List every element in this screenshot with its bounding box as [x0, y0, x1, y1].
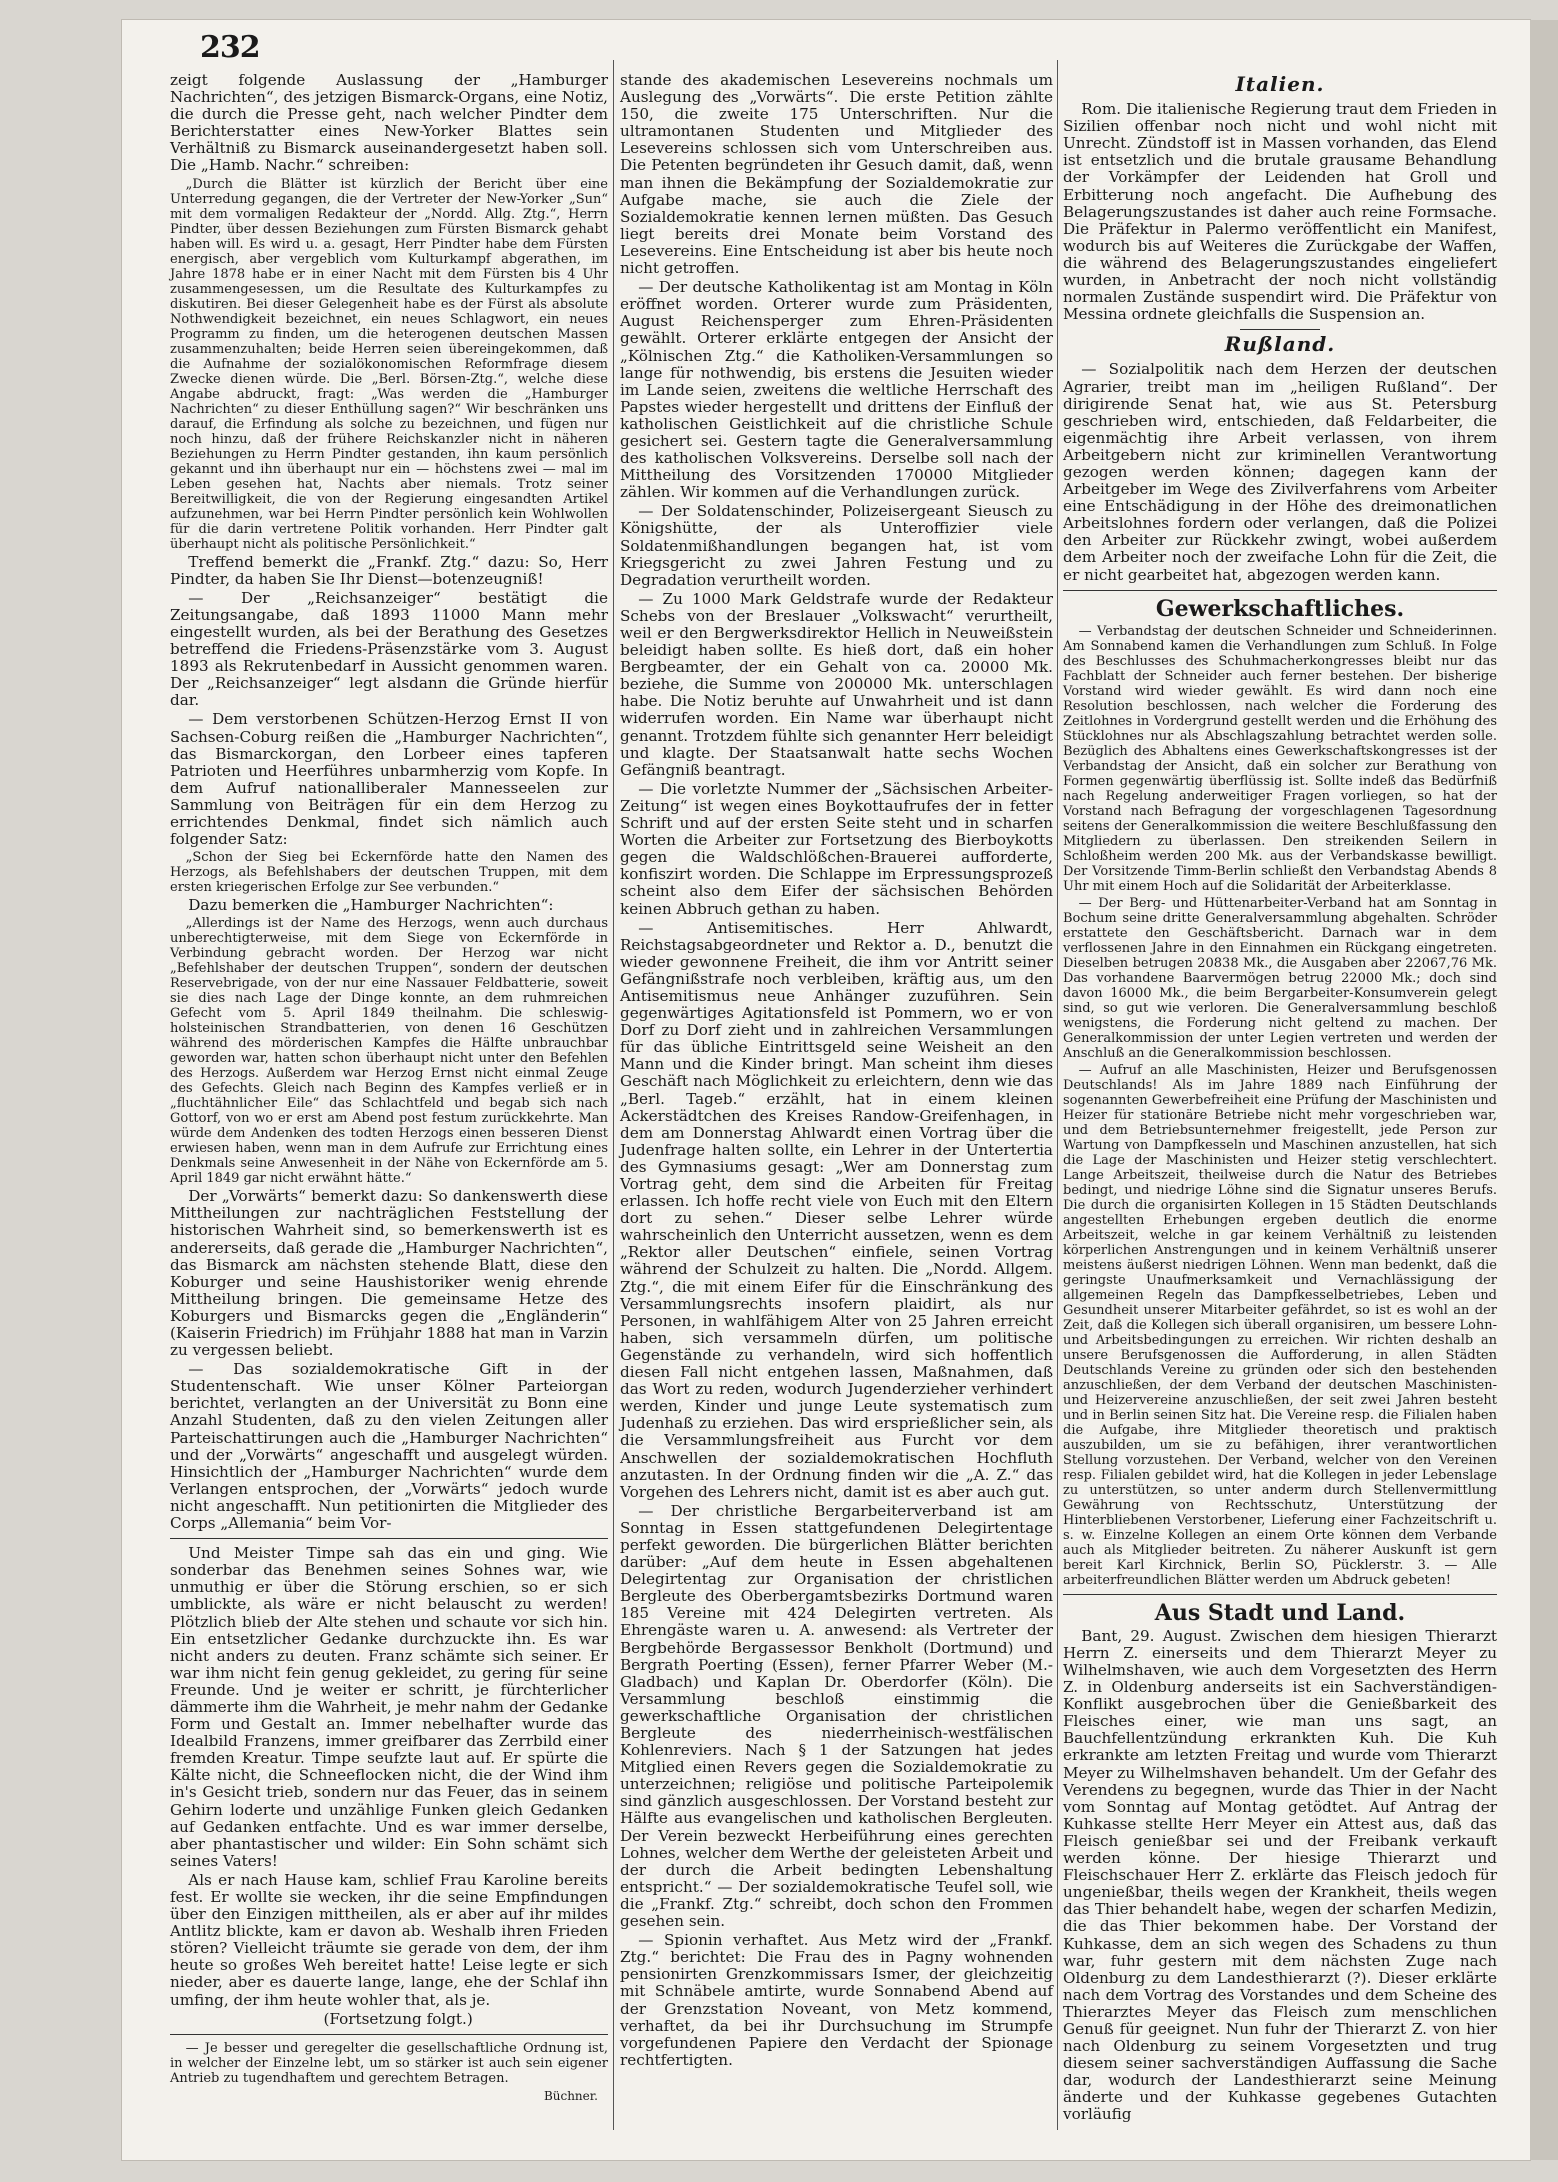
paragraph: — Antisemitisches. Herr Ahlwardt, Reichstagsabgeordneter und Rektor a. D., benutzt die wieder gewonnene Freiheit, die ihm vor Antritt seiner Gefängnißstrafe noch verbleiben, kräftig aus, um den Antisemitismus neue Anhänger zuzuführen. Sein gegenwärtiges Agitationsfeld ist Pommern, wo er von Dorf zu Dorf zieht und in zahlreichen Versammlungen für das übliche Eintrittsgeld seine Weisheit an den Mann und die Kinder bringt. Man scheint ihm dieses Geschäft nach Möglichkeit zu erleichtern, denn wie das „Berl. Tageb.“ erzählt, hat in einem kleinen Ackerstädtchen des Kreises Randow-Greifenhagen, in dem am Donnerstag Ahlwardt einen Vortrag über die Judenfrage halten sollte, ein Lehrer in der Untertertia des Gymnasiums gesagt: „Wer am Donnerstag zum Vortrag geht, dem sind die Arbeiten für Freitag erlassen. Ich hoffe recht viele von Euch mit den Eltern dort zu sehen.“ Dieser selbe Lehrer würde wahrscheinlich den Unterricht aussetzen, wenn es dem „Rektor aller Deutschen“ einfiele, seinen Vortrag während der Schulzeit zu halten. Die „Nordd. Allgem. Ztg.“, die mit einem Eifer für die Einschränkung des Versammlungsrechts insofern plaidirt, als nur Personen, in wahlfähigem Alter von 25 Jahren erreicht haben, sich versammeln dürfen, um politische Gegenstände zu verhandeln, wird sich hoffentlich diesen Fall nicht entgehen lassen, Maßnahmen, daß das Wort zu reden, wodurch Jugenderzieher verhindert werden, Kinder und junge Leute systematisch zum Judenhaß zu erziehen. Das wird ersprießlicher sein, als die Versammlungsfreiheit aus Furcht vor dem Anschwellen der sozialdemokratischen Hochfluth anzutasten. In der Ordnung finden wir die „A. Z.“ das Vorgehen des Lehrers nicht, damit ist es aber auch gut.: [620, 918, 1053, 1501]
section-heading-gewerkschaftliches: Gewerkschaftliches.: [1155, 595, 1405, 622]
section-divider: [170, 1538, 608, 1539]
paragraph: — Spionin verhaftet. Aus Metz wird der „Frankf. Ztg.“ berichtet: Die Frau des in Pagny wohnenden pensionirten Grenzkommissars Ismer, der gleichzeitig mit Schnäbele amtirte, wurde Sonnabend Abend auf der Grenzstation Noveant, von Metz kommend, verhaftet, da bei ihr Durchsuchung im Strumpfe vorgefundenen Papiere den Verdacht der Spionage rechtfertigten.: [620, 1931, 1053, 2069]
column-3: [1063, 72, 1497, 2124]
quoted-paragraph: „Allerdings ist der Name des Herzogs, wenn auch durchaus unberechtigterweise, mit dem Siege von Eckernförde in Verbindung gebracht worden. Der Herzog war nicht „Befehlshaber der deutschen Truppen“, sondern der deutschen Reservebrigade, von der nur eine Nassauer Feldbatterie, soweit sie dies nach Lage der Dinge konnte, an dem ruhmreichen Gefecht vom 5. April 1849 theilnahm. Die schleswig-holsteinischen Strandbatterien, von denen 16 Geschützen während des mörderischen Kampfes die Hälfte unbrauchbar geworden war, hatten schon überhaupt nicht unter den Befehlen des Herzogs. Außerdem war Herzog Ernst nicht einmal Zeuge des Gefechts. Gleich nach Beginn des Kampfes verließ er in „fluchtähnlicher Eile“ das Schlachtfeld und begab sich nach Gottorf, von wo er erst am Abend post festum zurückkehrte. Man würde dem Andenken des todten Herzogs einen besseren Dienst erwiesen haben, wenn man in dem Aufrufe zur Errichtung eines Denkmals seine Anwesenheit in der Nähe von Eckernförde am 5. April 1849 gar nicht erwähnt hätte.“: [170, 916, 608, 1187]
paragraph: — Dem verstorbenen Schützen-Herzog Ernst II von Sachsen-Coburg reißen die „Hamburger Nachrichten“, das Bismarckorgan, den Lorbeer eines tapferen Patrioten und Heerführes unbarmherzig vom Kopfe. In dem Aufruf nationalliberaler Mannesseelen zur Sammlung von Beiträgen für ein dem Herzog zu errichtendes Denkmal, findet sich nämlich auch folgender Satz:: [170, 710, 608, 849]
paragraph: — Der Berg- und Hüttenarbeiter-Verband hat am Sonntag in Bochum seine dritte Generalversammlung abgehalten. Schröder erstattete den Geschäftsbericht. Darnach war in dem verflossenen Jahre in den Einnahmen ein Rückgang eingetreten. Dieselben betrugen 20838 Mk., die Ausgaben aber 22067,76 Mk. Das vorhandene Baarvermögen betrug 22000 Mk.; doch sind davon 16000 Mk., die beim Bergarbeiter-Konsumverein gelegt sind, so gut wie verloren. Die Generalversammlung beschloß wenigstens, die Forderung nicht geltend zu machen. Der Generalkommission der unter Legien vertreten und werden der Anschluß an die Generalkommission beschlossen.: [1063, 895, 1497, 1061]
short-divider: [1240, 329, 1320, 330]
story-paragraph: Als er nach Hause kam, schlief Frau Karoline bereits fest. Er wollte sie wecken, ihr die seine Empfindungen über den Einzigen mittheilen, als er aber auf ihr mildes Antlitz blickte, kam er davon ab. Weshalb ihren Frieden stören? Vielleicht träumte sie gerade von dem, der ihm heute so großes Weh bereitet hatte! Leise legte er sich nieder, aber es dauerte lange, lange, ehe der Schlaf ihn umfing, der ihm heute wohler that, als je.: [170, 1870, 608, 2009]
paragraph: — Das sozialdemokratische Gift in der Studentenschaft. Wie unser Kölner Parteiorgan berichtet, verlangten an der Universität zu Bonn eine Anzahl Studenten, daß zu den vielen Zeitungen aller Parteischattirungen auch die „Hamburger Nachrichten“ und der „Vorwärts“ angeschafft und ausgelegt würden. Hinsichtlich der „Hamburger Nachrichten“ wurde dem Verlangen entsprochen, der „Vorwärts“ jedoch wurde nicht angeschafft. Nun petitionirten die Mitglieder des Corps „Allemania“ beim Vor-: [170, 1360, 608, 1533]
scan-edge-band: [1530, 20, 1558, 2160]
section-divider: [1063, 590, 1497, 591]
paragraph: Bant, 29. August. Zwischen dem hiesigen Thierarzt Herrn Z. einerseits und dem Thierarzt Meyer zu Wilhelmshaven, wie auch dem Vorgesetzten des Herrn Z. in Oldenburg anderseits ist ein Sachverständigen-Konflikt ausgebrochen über die Genießbarkeit des Fleisches einer, wie man uns sagt, an Bauchfellentzündung erkrankten Kuh. Die Kuh erkrankte am letzten Freitag und wurde vom Thierarzt Meyer zu Wilhelmshaven behandelt. Um der Gefahr des Verendens zu begegnen, wurde das Thier in der Nacht vom Sonntag auf Montag getödtet. Auf Antrag der Kuhkasse stellte Herr Meyer ein Attest aus, daß das Fleisch genießbar sei und der Freibank verkauft werden könne. Der hiesige Thierarzt und Fleischschauer Herr Z. erklärte das Fleisch jedoch für ungenießbar, theils wegen der Krankheit, theils wegen das Thier behandelt habe, wegen der scharfen Medizin, die das Thier bekommen habe. Der Vorstand der Kuhkasse, dem an sich wegen des Schadens zu thun war, fuhr gestern mit dem nächsten Zuge nach Oldenburg zu dem Landesthierarzt (?). Dieser erklärte nach dem Vortrag des Vorstandes und dem Scheine des Thierarztes Meyer das Fleisch zum menschlichen Genuß für geeignet. Nun fuhr der Thierarzt Z. von hier nach Oldenburg zu seinem Vorgesetzten und trug diesem seiner sachverständigen Auffassung die Sache dar, wodurch der Landesthierarzt seine Meinung änderte und der Kuhkasse gegebenes Gutachten vorläufig: [1063, 1626, 1497, 2124]
paragraph: Der „Vorwärts“ bemerkt dazu: So dankenswerth diese Mittheilungen zur nachträglichen Feststellung der historischen Wahrheit sind, so bemerkenswerth ist es andererseits, daß gerade die „Hamburger Nachrichten“, das Bismarck am nächsten stehende Blatt, diese den Koburger und seine Haushistoriker wenig ehrende Mittheilung bringen. Die gemeinsame Hetze des Koburgers und Bismarcks gegen die „Engländerin“ (Kaiserin Friedrich) im Frühjahr 1888 hat man in Varzin zu vergessen beliebt.: [170, 1187, 608, 1360]
paragraph: Treffend bemerkt die „Frankf. Ztg.“ dazu: So, Herr Pindter, da haben Sie Ihr Dienst—botenzeugniß!: [170, 552, 608, 588]
paragraph: Dazu bemerken die „Hamburger Nachrichten“:: [188, 896, 554, 915]
page-number: 232: [200, 30, 260, 65]
paragraph: — Zu 1000 Mark Geldstrafe wurde der Redakteur Schebs von der Breslauer „Volkswacht“ verurtheilt, weil er den Bergwerksdirektor Hellich in Neuweißstein beleidigt haben sollte. Es hieß dort, daß ein hoher Bergbeamter, der ein Gehalt von ca. 20000 Mk. beziehe, die Summe von 200000 Mk. unterschlagen habe. Die Notiz beruhte auf Unwahrheit und ist dann widerrufen worden. Ein Name war überhaupt nicht genannt. Trotzdem fühlte sich genannter Herr beleidigt und klagte. Der Staatsanwalt hatte sechs Wochen Gefängniß beantragt.: [620, 589, 1053, 779]
paragraph: Rom. Die italienische Regierung traut dem Frieden in Sizilien offenbar noch nicht und wohl nicht mit Unrecht. Zündstoff ist in Massen vorhanden, das Elend ist entsetzlich und die brutale grausame Behandlung der Vorkämpfer der Leidenden hat Groll und Erbitterung noch angefacht. Die Aufhebung des Belagerungszustandes ist daher auch reine Formsache. Die Präfektur in Palermo veröffentlicht ein Manifest, wodurch bis auf Weiteres die Zurückgabe der Waffen, die während des Belagerungszustandes eingeliefert wurden, in Anbetracht der noch nicht vollständig normalen Zustände suspendirt wird. Die Präfektur von Messina ordnete gleichfalls die Suspension an.: [1063, 100, 1497, 324]
paragraph: — Die vorletzte Nummer der „Sächsischen Arbeiter-Zeitung“ ist wegen eines Boykottaufrufes der in fetter Schrift und auf der ersten Seite steht und in scharfen Worten die Arbeiter zur Fortsetzung des Bierboykotts gegen die Waldschlößchen-Brauerei aufforderte, konfiszirt worden. Die Schlappe im Erpressungsprozeß scheint also dem Eifer der sächsischen Behörden keinen Abbruch gethan zu haben.: [620, 779, 1053, 918]
quoted-paragraph: „Durch die Blätter ist kürzlich der Bericht über eine Unterredung gegangen, die der Vertreter der New-Yorker „Sun“ mit dem vormaligen Redakteur der „Nordd. Allg. Ztg.“, Herrn Pindter, über dessen Beziehungen zum Fürsten Bismarck gehabt haben will. Es wird u. a. gesagt, Herr Pindter habe dem Fürsten energisch, aber vergeblich vom Kulturkampf abgerathen, im Jahre 1878 habe er in einer Nacht mit dem Fürsten bis 4 Uhr zusammengesessen, um die Resultate des Kulturkampfes zu diskutiren. Bei dieser Gelegenheit habe es der Fürst als absolute Nothwendigkeit bezeichnet, ein neues Schlagwort, ein neues Programm zu finden, um die heterogenen deutschen Massen zusammenzuhalten; beide Herren seien übereingekommen, daß die Aufnahme der sozialökonomischen Reformfrage diesem Zwecke dienen würde. Die „Berl. Börsen-Ztg.“, welche diese Angabe abdruckt, fragt: „Was werden die „Hamburger Nachrichten“ zu dieser Enthüllung sagen?“ Wir beschränken uns darauf, die Erfindung als solche zu bezeichnen, und fügen nur noch hinzu, daß der frühere Reichskanzler nicht in näheren Beziehungen zu Herrn Pindter gestanden, ihn kaum persönlich gekannt und ihn überhaupt nur ein — höchstens zwei — mal im Leben gesehen hat, Nachts aber niemals. Trotz seiner Bereitwilligkeit, die von der Regierung eingesandten Artikel aufzunehmen, war bei Herrn Pindter persönlich kein Wohlwollen für die darin vertretene Politik vorhanden. Herr Pindter galt überhaupt nicht als politische Persönlichkeit.“: [170, 176, 608, 552]
paragraph: stande des akademischen Lesevereins nochmals um Auslegung des „Vorwärts“. Die erste Petition zählte 150, die zweite 175 Unterschriften. Nur die ultramontanen Studenten und Mitglieder des Lesevereins schlossen sich vom Unterschreiben aus. Die Petenten begründeten ihr Gesuch damit, daß, wenn man ihnen die Bekämpfung der Sozialdemokratie zur Aufgabe mache, sie auch die Ziele der Sozialdemokratie kennen lernen müßten. Das Gesuch liegt bereits drei Monate beim Vorstand des Lesevereins. Eine Entscheidung ist aber bis heute noch nicht getroffen.: [620, 71, 1053, 278]
paragraph: — Verbandstag der deutschen Schneider und Schneiderinnen. Am Sonnabend kamen die Verhandlungen zum Schluß. In Folge des Beschlusses des Schuhmacherkongresses bleibt nur das Fachblatt der Schneider auch ferner bestehen. Der bisherige Vorstand wird wieder gewählt. Es wird dann noch eine Resolution beschlossen, nach welcher die Forderung des Zeitlohnes in Vordergrund gestellt werden und die Erhöhung des Stücklohnes nur als Abschlagszahlung betrachtet werden solle. Bezüglich des Abhaltens eines Gewerkschaftskongresses ist der Verbandstag der Ansicht, daß ein solcher zur Berathung von Formen gegenwärtig überflüssig ist. Sollte indeß das Bedürfniß nach Regelung anderweitiger Fragen vorliegen, so hat der Vorstand nach Befragung der vorgeschlagenen Tagesordnung seitens der Generalkommission die weitere Beschlußfassung den Mitgliedern zu überlassen. Den streikenden Seilern in Schloßheim werden 200 Mk. aus der Verbandskasse bewilligt. Der Vorsitzende Timm-Berlin schließt den Verbandstag Abends 8 Uhr mit einem Hoch auf die Solidarität der Arbeiterklasse.: [1063, 623, 1497, 894]
paragraph: — Der „Reichsanzeiger“ bestätigt die Zeitungsangabe, daß 1893 11000 Mann mehr eingestellt wurden, als bei der Berathung des Gesetzes betreffend die Friedens-Präsenzstärke vom 3. August 1893 als Rekrutenbedarf in Aussicht genommen waren. Der „Reichsanzeiger“ legt alsdann die Gründe hierfür dar.: [170, 588, 608, 710]
column-rule: [1057, 60, 1058, 2130]
quote-author: Büchner.: [543, 2088, 598, 2103]
paragraph: — Der christliche Bergarbeiterverband ist am Sonntag in Essen stattgefundenen Delegirtentage perfekt geworden. Die bürgerlichen Blätter berichten darüber: „Auf dem heute in Essen abgehaltenen Delegirtentag zur Organisation der christlichen Bergleute des Oberbergamtsbezirks Dortmund waren 185 Vereine mit 424 Delegirten vertreten. Als Ehrengäste waren u. A. anwesend: als Vertreter der Bergbehörde Bergassessor Benkholt (Dortmund) und Bergrath Poerting (Essen), ferner Pfarrer Weber (M.-Gladbach) und Kaplan Dr. Oberdorfer (Köln). Die Versammlung beschloß einstimmig die gewerkschaftliche Organisation der christlichen Bergleute des niederrheinisch-westfälischen Kohlenreviers. Nach § 1 der Satzungen hat jedes Mitglied einen Revers gegen die Sozialdemokratie zu unterzeichnen; religiöse und politische Parteipolemik sind gänzlich ausgeschlossen. Der Vorstand besteht zur Hälfte aus evangelischen und katholischen Bergleuten. Der Verein bezweckt Herbeiführung eines gerechten Lohnes, welcher dem Werthe der geleisteten Arbeit und der durch die Arbeit bedingten Lebenshaltung entspricht.“ — Der sozialdemokratische Teufel soll, wie die „Frankf. Ztg.“ schreibt, doch schon den Frommen gesehen sein.: [620, 1501, 1053, 1931]
column-rule: [613, 60, 614, 2130]
section-divider: [1063, 1594, 1497, 1595]
continuation-note: (Fortsetzung folgt.): [323, 2009, 473, 2028]
quote: — Je besser und geregelter die gesellschaftliche Ordnung ist, in welcher der Einzelne lebt, um so stärker ist auch sein eigener Antrieb zu tugendhaftem und gerechtem Betragen.: [170, 2040, 608, 2086]
quoted-paragraph: „Schon der Sieg bei Eckernförde hatte den Namen des Herzogs, als Befehlshabers der deutschen Truppen, mit dem ersten kriegerischen Erfolge zur See verbunden.“: [170, 850, 608, 896]
paragraph: — Der deutsche Katholikentag ist am Montag in Köln eröffnet worden. Orterer wurde zum Präsidenten, August Reichensperger zum Ehren-Präsidenten gewählt. Orterer erklärte entgegen der Ansicht der „Kölnischen Ztg.“ die Katholiken-Versammlungen so lange für nothwendig, bis erstens die Jesuiten wieder im Lande seien, zweitens die weltliche Herrschaft des Papstes wieder hergestellt und drittens der Einfluß der katholischen Geistlichkeit auf die christliche Schule gesichert sei. Gestern tagte die Generalversammlung des katholischen Volksvereins. Derselbe soll nach der Mittheilung des Vorsitzenden 170000 Mitglieder zählen. Wir kommen auf die Verhandlungen zurück.: [620, 278, 1053, 502]
story-paragraph: Und Meister Timpe sah das ein und ging. Wie sonderbar das Benehmen seines Sohnes war, wie unmuthig er über die Störung erschien, so er sich umblickte, als wäre er nicht belauscht zu werden! Plötzlich blieb der Alte stehen und schaute vor sich hin. Ein entsetzlicher Gedanke durchzuckte ihn. Es war nicht anders zu deuten. Franz schämte sich seiner. Er war ihm nicht fein genug gekleidet, zu gering für seine Freunde. Und je weiter er schritt, je fürchterlicher dämmerte ihm die Wahrheit, je mehr nahm der Gedanke Form und Gestalt an. Immer nebelhafter wurde das Idealbild Franzens, immer greifbarer das Zerrbild einer fremden Kreatur. Timpe seufzte laut auf. Er spürte die Kälte nicht, die Schneeflocken nicht, die der Wind ihm in's Gesicht trieb, sondern nur das Feuer, das in seinem Gehirn loderte und unzählige Funken gleich Gedanken auf Gedanken entfachte. Und es war immer derselbe, aber phantastischer und wilder: Ein Sohn schämt sich seines Vaters!: [170, 1544, 608, 1870]
paragraph: — Sozialpolitik nach dem Herzen der deutschen Agrarier, treibt man im „heiligen Rußland“. Der dirigirende Senat hat, wie aus St. Petersburg geschrieben wird, entschieden, daß Feldarbeiter, die eigenmächtig ihre Arbeit verlassen, von ihrem Arbeitgebern nicht zur kriminellen Verantwortung gezogen werden können; dagegen kann der Arbeitgeber im Wege des Zivilverfahrens vom Arbeiter eine Entschädigung in der Höhe des dreimonatlichen Arbeitslohnes fordern oder verlangen, daß die Polizei den Arbeiter zur Rückkehr zwingt, wobei außerdem dem Arbeiter noch der zweifache Lohn für die Zeit, die er nicht gearbeitet hat, abgezogen werden kann.: [1063, 360, 1497, 584]
paragraph: — Aufruf an alle Maschinisten, Heizer und Berufsgenossen Deutschlands! Als im Jahre 1889 nach Einführung der sogenannten Gewerbefreiheit eine Prüfung der Maschinisten und Heizer für stationäre Betriebe nicht mehr vorgeschrieben war, und dem Betriebsunternehmer freigestellt, jede Person zur Wartung von Dampfkesseln und Maschinen anzustellen, hat sich die Lage der Maschinisten und Heizer stetig verschlechtert. Lange Arbeitszeit, theilweise durch die Natur des Betriebes bedingt, und niedrige Löhne sind die Signatur unseres Berufs. Die durch die organisirten Kollegen in 15 Städten Deutschlands angestellten Erhebungen ergeben deutlich die enorme Arbeitszeit, welche in gar keinem Verhältniß zu leistenden körperlichen Anstrengungen und in keinem Verhältniß unserer meistens äußerst niedrigen Löhnen. Wenn man bedenkt, daß die geringste Unaufmerksamkeit und Vernachlässigung der allgemeinen Regeln das Dampfkesselbetriebes, Leben und Gesundheit unserer Mitarbeiter gefährdet, so ist es wohl an der Zeit, daß die Kollegen sich überall organisiren, um bessere Lohn- und Arbeitsbedingungen zu erreichen. Wir richten deshalb an unsere Berufsgenossen die Aufforderung, in allen Städten Deutschlands Vereine zu gründen oder sich den bestehenden anzuschließen, der dem Verband der deutschen Maschinisten- und Heizervereine anzuschließen, der seit zwei Jahren besteht und in Berlin seinen Sitz hat. Die Vereine resp. die Filialen haben die Aufgabe, ihre Mitglieder theoretisch und praktisch auszubilden, um sie zu befähigen, ihrer verantwortlichen Stellung vorzustehen. Der Verband, welcher von den Vereinen resp. Filialen gebildet wird, hat die Kollegen in jeder Lebenslage zu unterstützen, so unter anderm durch Stellenvermittlung Gewährung von Rechtsschutz, Unterstützung der Hinterbliebenen Verstorbener, Lieferung einer Fachzeitschrift u. s. w. Einzelne Kollegen an einem Orte können dem Verbande auch als Mitglieder beitreten. Zu näherer Auskunft ist gern bereit Karl Kirchnick, Berlin SO, Pücklerstr. 3. — Alle arbeiterfreundlichen Blätter werden um Abdruck gebeten!: [1063, 1062, 1497, 1588]
section-heading-russland: Rußland.: [1224, 332, 1336, 357]
section-divider: [170, 2034, 608, 2035]
paragraph: zeigt folgende Auslassung der „Hamburger Nachrichten“, des jetzigen Bismarck-Organs, eine Notiz, die durch die Presse geht, nach welcher Pindter dem Berichterstatter eines New-Yorker Blattes sein Verhältniß zu Bismarck auseinandergesetzt haben soll. Die „Hamb. Nachr.“ schreiben:: [170, 71, 608, 175]
column-1: [170, 72, 608, 2112]
column-2: [620, 72, 1053, 2112]
section-heading-italien: Italien.: [1235, 72, 1325, 96]
section-heading-stadt-und-land: Aus Stadt und Land.: [1154, 1599, 1406, 1626]
paragraph: — Der Soldatenschinder, Polizeisergeant Sieusch zu Königshütte, der als Unteroffizier viele Soldatenmißhandlungen begangen hat, ist vom Kriegsgericht zu zwei Jahren Festung und zu Degradation verurtheilt worden.: [620, 502, 1053, 589]
